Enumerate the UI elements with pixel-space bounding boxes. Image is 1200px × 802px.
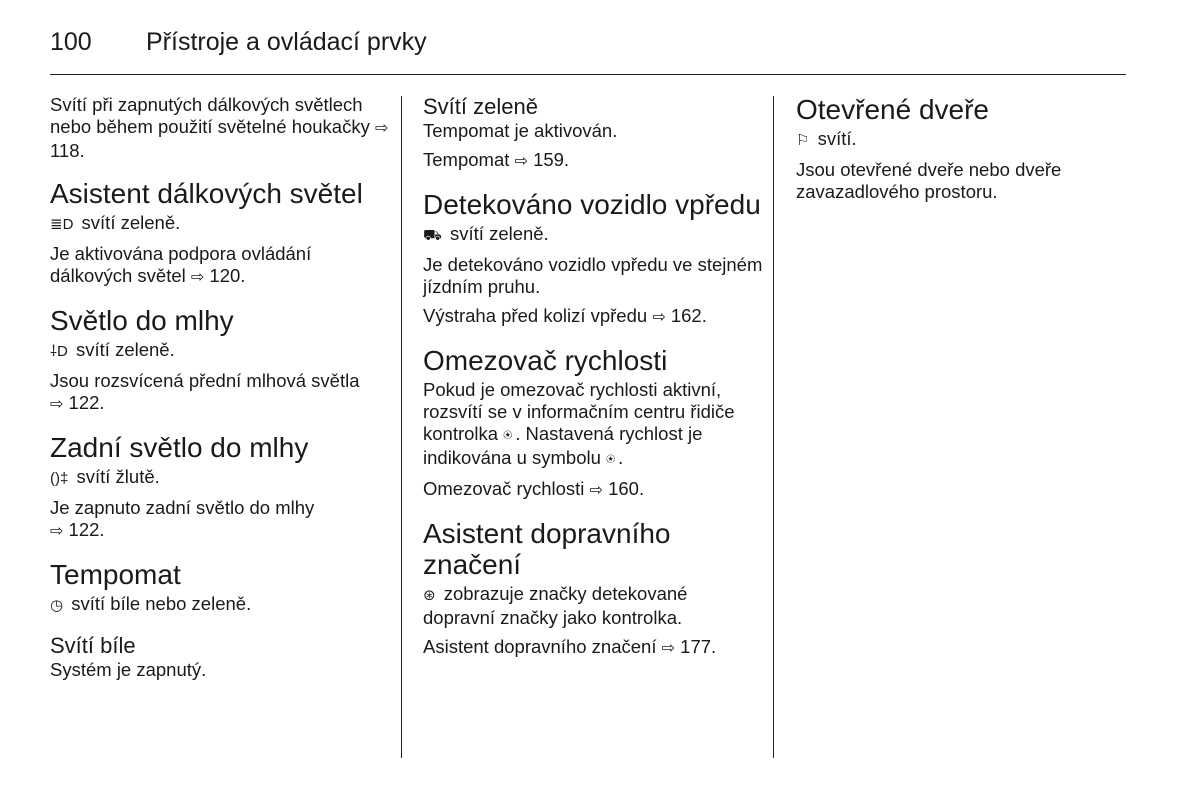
description-text: . — [618, 447, 624, 468]
subsection-title: Svítí zeleně — [423, 94, 538, 119]
reference-line — [423, 636, 763, 660]
page-number: 100 — [50, 28, 92, 56]
section-title: Asistent dopravního značení — [423, 518, 671, 580]
status-text: svítí žlutě. — [76, 466, 160, 487]
subsection-title: Svítí bíle — [50, 633, 136, 658]
reference-label: Asistent dopravního značení — [423, 636, 657, 657]
column-divider — [773, 96, 774, 758]
section-title: Světlo do mlhy — [50, 305, 234, 336]
xref-page[interactable]: 122. — [68, 519, 105, 540]
reference-label: Výstraha před kolizí vpředu — [423, 305, 648, 326]
xref-page[interactable]: 159. — [533, 149, 570, 170]
status-text: svítí. — [817, 128, 857, 149]
xref-arrow-icon: ⇨ — [50, 523, 64, 540]
description — [50, 243, 390, 289]
cruise-control-icon: ◷ — [50, 597, 64, 614]
speed-limiter-icon: ⍟ — [606, 451, 616, 468]
intro-text: Svítí při zapnutých dálkových světlech nebo během použití světelné houkačky — [50, 94, 370, 137]
section-title: Zadní světlo do mlhy — [50, 432, 309, 463]
xref-page[interactable]: 122. — [68, 392, 105, 413]
xref-arrow-icon: ⇨ — [514, 153, 528, 170]
section-title: Asistent dálkových světel — [50, 178, 363, 209]
reference-line — [423, 478, 763, 502]
status-text: svítí bíle nebo zeleně. — [71, 593, 252, 614]
xref-page[interactable]: 177. — [680, 636, 717, 657]
column-divider — [401, 96, 402, 758]
door-open-icon: ⚐ — [796, 132, 810, 149]
reference-label: Omezovač rychlosti — [423, 478, 585, 499]
reference-line — [423, 149, 763, 173]
status-text: svítí zeleně. — [450, 223, 549, 244]
status-line — [50, 466, 390, 490]
section-title: Tempomat — [50, 559, 181, 590]
description: Je detekováno vozidlo vpředu ve stejném jízdním pruhu. — [423, 254, 763, 297]
description: Systém je zapnutý. — [50, 659, 207, 680]
xref-arrow-icon: ⇨ — [661, 640, 676, 657]
status-line — [423, 223, 763, 247]
fog-light-icon: ⸸D — [50, 343, 68, 360]
xref-page[interactable]: 160. — [608, 478, 645, 499]
description-text: zobrazuje značky detekované dopravní značky jako kontrolka. — [423, 583, 688, 628]
description: Jsou otevřené dveře nebo dveře zavazadlového prostoru. — [796, 159, 1062, 202]
status-line — [50, 593, 390, 617]
column-2 — [423, 94, 763, 667]
section-title: Otevřené dveře — [796, 94, 989, 125]
xref-page[interactable]: 120. — [209, 265, 246, 286]
xref-arrow-icon: ⇨ — [190, 269, 205, 286]
xref-page[interactable]: 118. — [50, 140, 85, 161]
description-text: . Nastavená rychlost je indikována u symbolu — [423, 423, 703, 468]
xref-page[interactable]: 162. — [670, 305, 707, 326]
reference-line — [423, 305, 763, 329]
reference-label: Tempomat — [423, 149, 510, 170]
page-title: Přístroje a ovládací prvky — [146, 28, 427, 56]
description — [423, 379, 763, 471]
section-title: Omezovač rychlosti — [423, 345, 668, 376]
description-text: Jsou rozsvícená přední mlhová světla — [50, 370, 360, 391]
description — [423, 583, 763, 629]
section-title: Detekováno vozidlo vpředu — [423, 189, 761, 220]
status-line — [50, 212, 390, 236]
header-rule — [50, 74, 1126, 75]
description-text: Je aktivována podpora ovládání dálkových světel — [50, 243, 312, 286]
column-1 — [50, 94, 390, 688]
description-text: Je zapnuto zadní světlo do mlhy — [50, 497, 315, 518]
rear-fog-light-icon: ()‡ — [50, 470, 69, 487]
traffic-sign-icon: ⊛ — [423, 587, 436, 604]
xref-arrow-icon: ⇨ — [375, 120, 389, 137]
description-text: Pokud je omezovač rychlosti aktivní, rozsvítí se v informačním centru řidiče kontrolka — [423, 379, 735, 444]
intro-paragraph — [50, 94, 390, 162]
column-3 — [796, 94, 1126, 210]
description — [50, 370, 390, 416]
xref-arrow-icon: ⇨ — [50, 396, 64, 413]
status-text: svítí zeleně. — [81, 212, 181, 233]
status-line — [796, 128, 1126, 152]
page-header — [50, 22, 427, 62]
xref-arrow-icon: ⇨ — [652, 309, 666, 326]
description — [50, 497, 390, 543]
speed-limiter-icon: ⍟ — [503, 427, 513, 444]
high-beam-assist-icon: ≣D — [50, 216, 74, 233]
vehicle-ahead-icon: ⛟ — [423, 227, 442, 244]
status-text: svítí zeleně. — [76, 339, 175, 360]
status-line — [50, 339, 390, 363]
description: Tempomat je aktivován. — [423, 120, 618, 141]
xref-arrow-icon: ⇨ — [589, 482, 603, 499]
